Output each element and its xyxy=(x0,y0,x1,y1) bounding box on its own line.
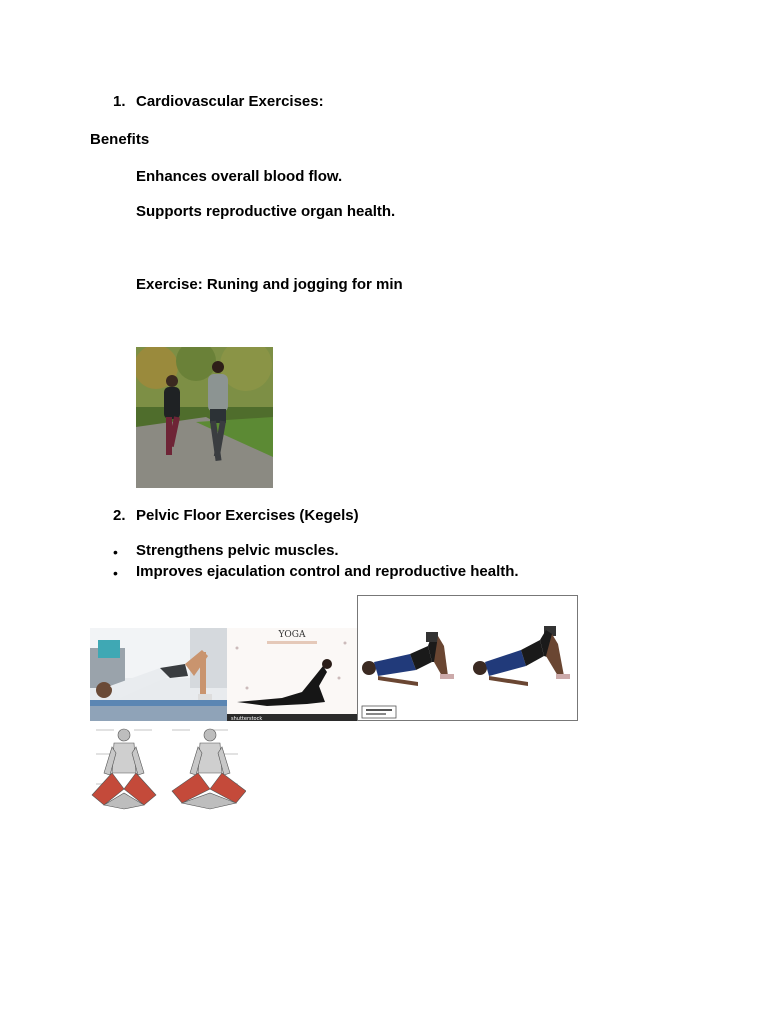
list-number-2: 2. xyxy=(113,507,126,524)
yoga-cobra-image xyxy=(227,628,357,721)
exercise-line: Exercise: Runing and jogging for min xyxy=(136,276,403,293)
bridge-exercise-illustration xyxy=(357,595,578,721)
bullet-marker: • xyxy=(113,544,118,560)
yoga-title: YOGA xyxy=(278,630,306,640)
bullet-marker: • xyxy=(113,565,118,581)
section-title-pelvic: Pelvic Floor Exercises (Kegels) xyxy=(136,507,359,524)
bullet-item: Strengthens pelvic muscles. xyxy=(136,542,339,559)
benefit-item: Supports reproductive organ health. xyxy=(136,203,396,220)
running-photo xyxy=(136,347,273,488)
benefits-heading: Benefits xyxy=(90,131,150,148)
bullet-item: Improves ejaculation control and reproductive health. xyxy=(136,563,519,580)
butterfly-stretch-illustration xyxy=(90,723,246,815)
glute-bridge-photo xyxy=(90,628,227,721)
benefit-item: Enhances overall blood flow. xyxy=(136,168,343,185)
shutterstock-mark: shutterstock xyxy=(231,716,263,721)
list-number-1: 1. xyxy=(113,93,126,110)
section-title-cardio: Cardiovascular Exercises: xyxy=(136,93,324,110)
